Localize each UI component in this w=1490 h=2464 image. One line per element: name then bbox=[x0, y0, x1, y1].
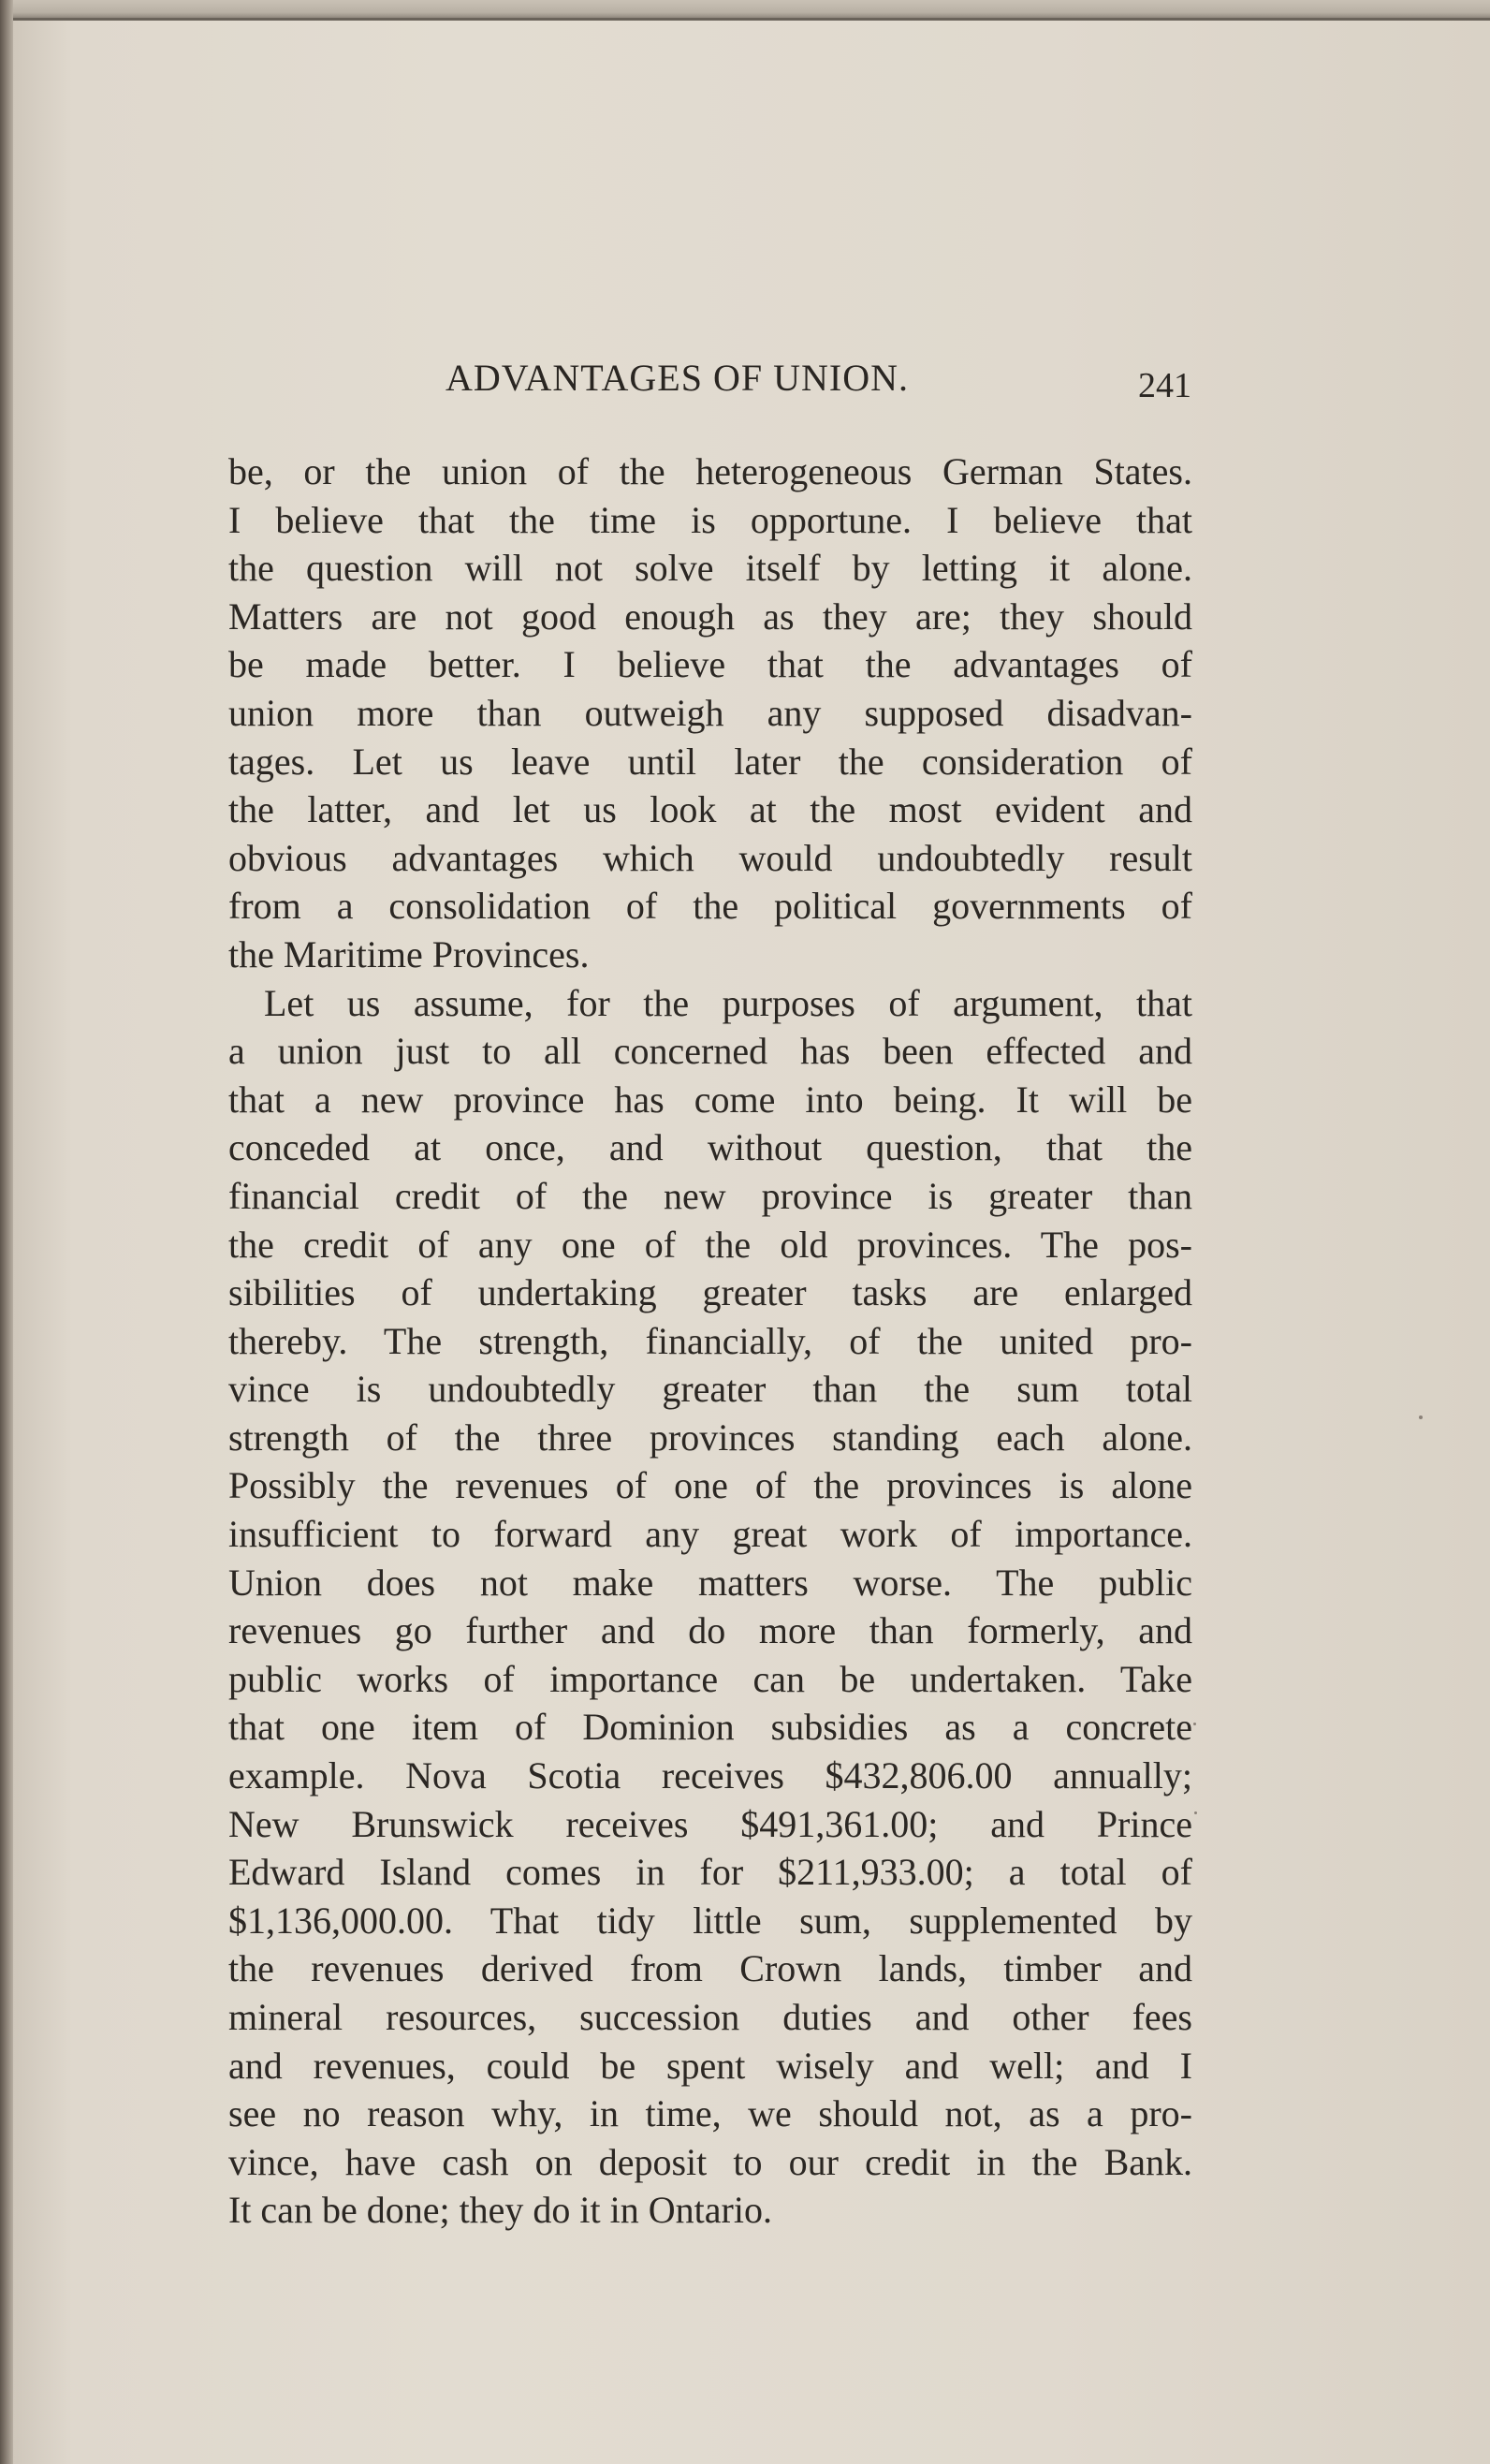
text-line: I believe that the time is opportune. I believe that bbox=[228, 498, 1192, 541]
text-line: insufficient to forward any great work of importance. bbox=[228, 1513, 1192, 1556]
text-line: New Brunswick receives $491,361.00; and Prince bbox=[228, 1802, 1192, 1845]
paragraph-2 bbox=[228, 979, 1192, 2235]
text-line: the revenues derived from Crown lands, timber and bbox=[228, 1947, 1192, 1990]
text-line: Matters are not good enough as they are; they should bbox=[228, 594, 1192, 638]
text-line: obvious advantages which would undoubtedly result bbox=[228, 836, 1192, 879]
body-text bbox=[228, 447, 1192, 2235]
running-head bbox=[446, 356, 1194, 412]
text-line: the Maritime Provinces. bbox=[228, 932, 590, 975]
text-line: Union does not make matters worse. The public bbox=[228, 1561, 1192, 1604]
text-line: vince is undoubtedly greater than the sum total bbox=[228, 1368, 1192, 1411]
text-line: union more than outweigh any supposed disadvan- bbox=[228, 691, 1192, 734]
text-line: be, or the union of the heterogeneous German States. bbox=[228, 450, 1192, 492]
text-line: Edward Island comes in for $211,933.00; a total of bbox=[228, 1851, 1192, 1894]
running-title: ADVANTAGES OF UNION. bbox=[446, 357, 909, 399]
text-line: sibilities of undertaking greater tasks are enlarged bbox=[228, 1271, 1192, 1314]
text-line: see no reason why, in time, we should not, as a pro- bbox=[228, 2092, 1192, 2135]
text-line: a union just to all concerned has been effected and bbox=[228, 1030, 1192, 1073]
page-number: 241 bbox=[1138, 366, 1191, 405]
text-line: $1,136,000.00. That tidy little sum, supplemented by bbox=[228, 1899, 1192, 1942]
text-line: mineral resources, succession duties and other fees bbox=[228, 1996, 1192, 2038]
paper-speck bbox=[1194, 1811, 1197, 1814]
text-line: conceded at once, and without question, that the bbox=[228, 1126, 1192, 1169]
text-line: thereby. The strength, financially, of the united pro- bbox=[228, 1319, 1192, 1362]
text-line: the credit of any one of the old provinces. The pos- bbox=[228, 1223, 1192, 1266]
text-line: be made better. I believe that the advantages of bbox=[228, 643, 1192, 686]
text-line: example. Nova Scotia receives $432,806.00 annually; bbox=[228, 1754, 1192, 1797]
text-line: Possibly the revenues of one of the provinces is alone bbox=[228, 1464, 1192, 1507]
text-line: financial credit of the new province is greater than bbox=[228, 1174, 1192, 1217]
text-line: vince, have cash on deposit to our credit in the Bank. bbox=[228, 2140, 1192, 2183]
text-line: that a new province has come into being. It will be bbox=[228, 1078, 1192, 1121]
text-line: that one item of Dominion subsidies as a concrete bbox=[228, 1706, 1192, 1749]
text-line: tages. Let us leave until later the consideration of bbox=[228, 740, 1192, 783]
text-line: the latter, and let us look at the most evident and bbox=[228, 788, 1192, 831]
paper-speck bbox=[1419, 1415, 1423, 1419]
paragraph-1 bbox=[228, 447, 1192, 979]
text-line: revenues go further and do more than formerly, and bbox=[228, 1609, 1192, 1652]
text-line: public works of importance can be undertaken. Take bbox=[228, 1657, 1192, 1700]
text-line: and revenues, could be spent wisely and well; and I bbox=[228, 2044, 1192, 2087]
text-line: It can be done; they do it in Ontario. bbox=[228, 2189, 772, 2232]
text-line: the question will not solve itself by letting it alone. bbox=[228, 547, 1192, 590]
text-line: Let us assume, for the purposes of argument, that bbox=[264, 981, 1192, 1024]
text-line: from a consolidation of the political governments of bbox=[228, 885, 1192, 928]
binding-shadow bbox=[0, 0, 13, 2464]
text-line: strength of the three provinces standing each alone. bbox=[228, 1415, 1192, 1459]
paper-speck bbox=[1193, 1723, 1196, 1725]
page-top-edge bbox=[13, 0, 1490, 21]
